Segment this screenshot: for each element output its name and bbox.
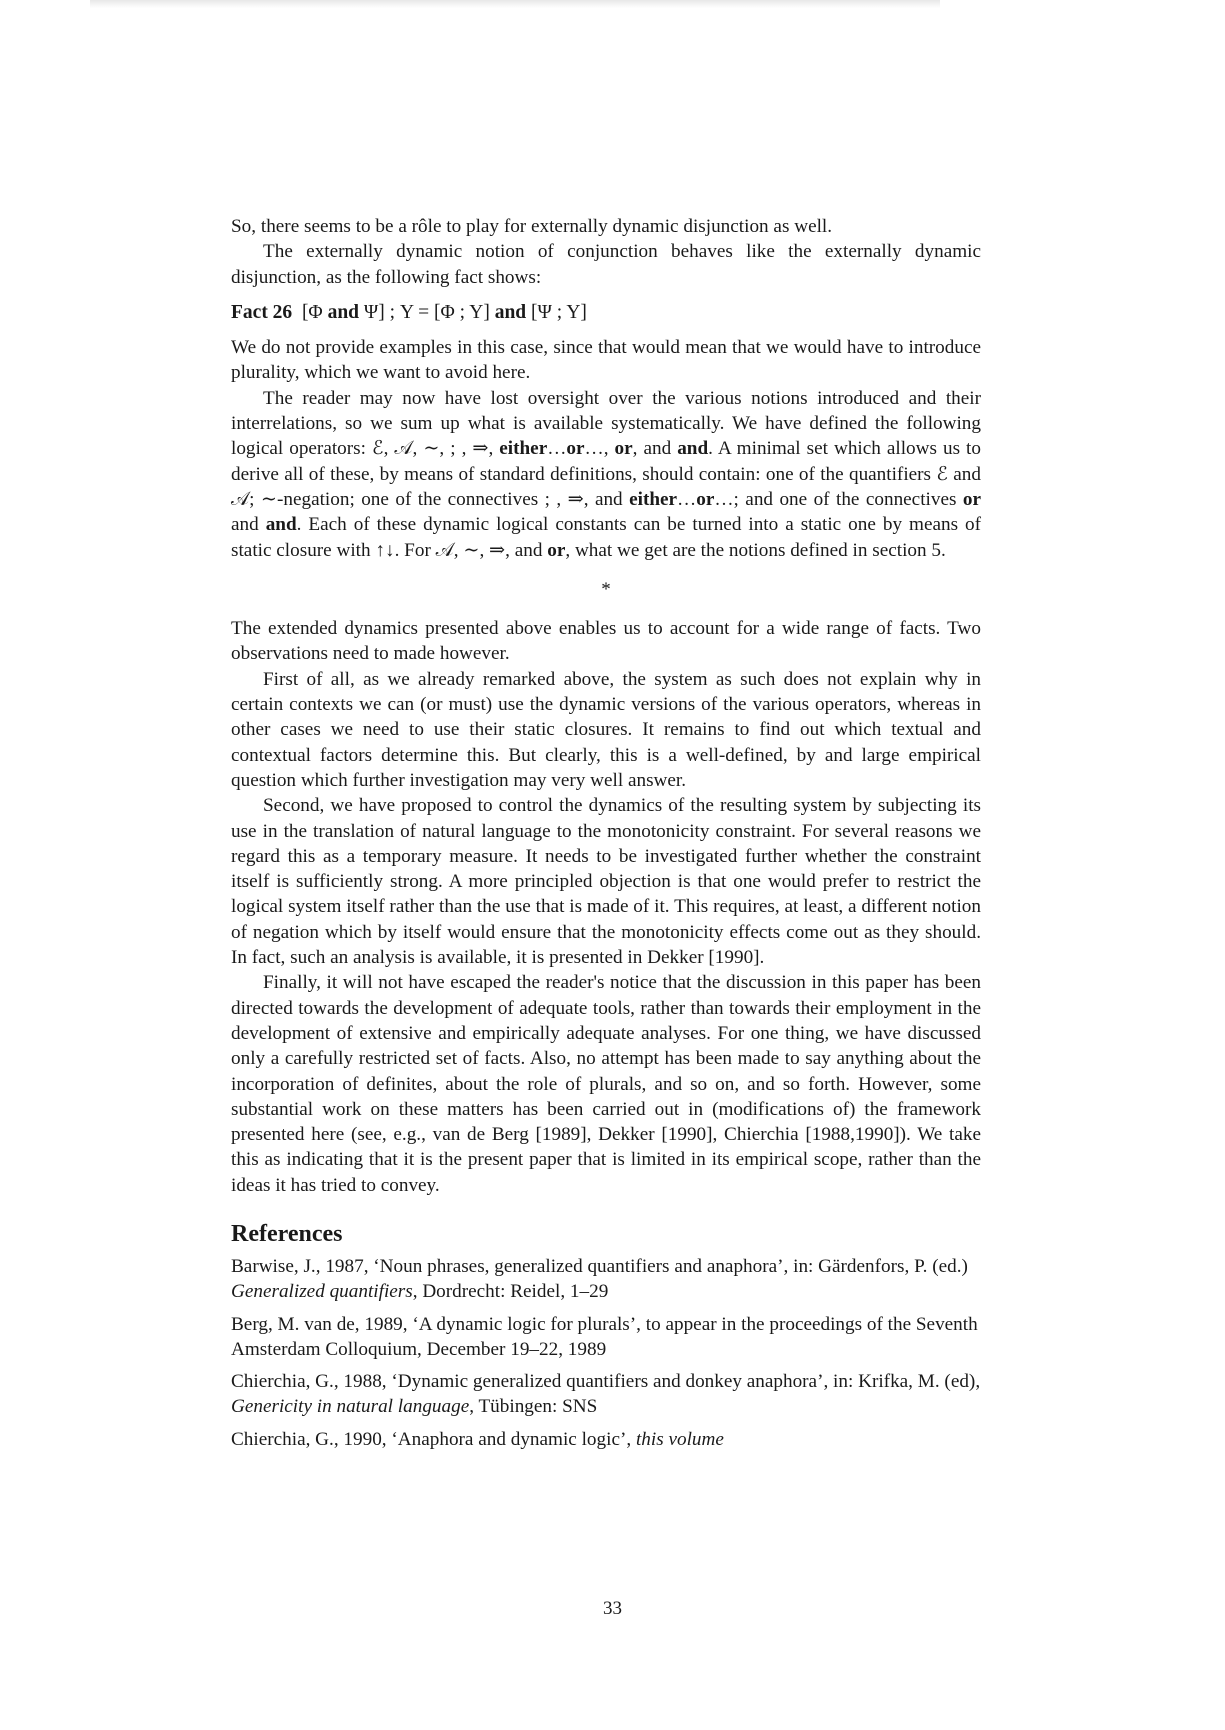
p4-bold-4: and xyxy=(677,438,709,460)
reference-title: this volume xyxy=(635,1428,724,1450)
page-body xyxy=(231,214,981,1459)
fact-formula-3: [Ψ ; Υ] xyxy=(526,301,587,323)
paragraph-7: Second, we have proposed to control the dynamics of the resulting system by subjecting its use in the translation of natural language to the monotonicity constraint. For several reasons we regard this as a temporary measure. It needs to be investigated further whether the constraint itself is sufficiently strong. A more principled objection is that one would prefer to restrict the logical system itself rather than the use that is made of it. This requires, at least, a different notion of negation which by itself would ensure that the monotonicity effects come out as they should. In fact, such an analysis is available, it is presented in Dekker [1990]. xyxy=(231,795,981,969)
paragraph-2: The externally dynamic notion of conjunction behaves like the externally dynamic disjunction, as the following fact shows: xyxy=(231,241,981,288)
p4-bold-2: or xyxy=(566,438,585,460)
reference-item xyxy=(231,1312,981,1363)
reference-text: Chierchia, G., 1988, ‘Dynamic generalized quantifiers and donkey anaphora’, in: Krifka, M. (ed), xyxy=(231,1371,981,1393)
reference-item xyxy=(231,1369,981,1420)
p4-text-2: … xyxy=(547,438,567,460)
paragraph-4 xyxy=(231,386,981,563)
paragraph-5: The extended dynamics presented above enables us to account for a wide range of facts. Two observations need to made however. xyxy=(231,618,981,665)
reference-title: Genericity in natural language xyxy=(231,1396,470,1418)
p4-text-6: … xyxy=(677,488,697,510)
reference-text: Barwise, J., 1987, ‘Noun phrases, generalized quantifiers and anaphora’, in: Gärdenfors, P. (ed.) xyxy=(231,1255,968,1277)
p4-bold-1: either xyxy=(499,438,548,460)
p4-bold-8: and xyxy=(265,514,297,536)
p4-text-9: . Each of these dynamic logical constants can be turned into a static one by means of static closure with ↑↓. For 𝒜, ∼, ⇒, and xyxy=(231,514,981,561)
fact-formula-1: [Φ xyxy=(301,301,328,323)
p4-text-8: and xyxy=(231,514,266,536)
p4-text-5: . A minimal set which allows us to derive all of these, by means of standard definitions, should contain: one of the quantifiers ℰ and 𝒜; ∼-negation; one of the connectives ; , ⇒, and xyxy=(231,438,981,510)
p4-bold-7: or xyxy=(962,488,981,510)
p4-text-10: , what we get are the notions defined in section 5. xyxy=(565,539,946,561)
p4-text-7: …; and one of the connectives xyxy=(714,488,963,510)
p4-text-4: , and xyxy=(632,438,678,460)
p4-text-1: The reader may now have lost oversight over the various notions introduced and their interrelations, so we sum up what is available systematically. We have defined the following logical operators: ℰ, 𝒜, ∼, ; , ⇒, xyxy=(231,387,981,460)
paragraph-6: First of all, as we already remarked above, the system as such does not explain why in certain contexts we can (or must) use the dynamic versions of the various operators, whereas in other cases we need to use their static closures. It remains to find out which textual and contextual factors determine this. But clearly, this is a well-defined, by and large empirical question which further investigation may very well answer. xyxy=(231,668,981,791)
fact-and-1: and xyxy=(327,301,360,323)
reference-text: , Dordrecht: Reidel, 1–29 xyxy=(412,1281,609,1303)
p4-text-3: …, xyxy=(584,438,615,460)
reference-item xyxy=(231,1427,981,1452)
fact-and-2: and xyxy=(494,301,527,323)
reference-text: Chierchia, G., 1990, ‘Anaphora and dynamic logic’, xyxy=(231,1428,636,1450)
scan-edge-shadow xyxy=(90,0,940,8)
references-list xyxy=(231,1254,981,1452)
p4-bold-3: or xyxy=(614,438,633,460)
paragraph-3: We do not provide examples in this case, since that would mean that we would have to introduce plurality, which we want to avoid here. xyxy=(231,337,981,384)
fact-26 xyxy=(231,300,981,325)
section-separator: * xyxy=(601,578,611,600)
reference-text: , Tübingen: SNS xyxy=(469,1396,598,1418)
reference-item xyxy=(231,1254,981,1305)
page-number: 33 xyxy=(603,1598,622,1619)
p4-bold-6: or xyxy=(696,488,715,510)
paragraph-1: So, there seems to be a rôle to play for externally dynamic disjunction as well. xyxy=(231,216,833,237)
paragraph-8: Finally, it will not have escaped the reader's notice that the discussion in this paper has been directed towards the development of adequate tools, rather than towards their employment in the development of extensive and empirically adequate analyses. For one thing, we have discussed only a carefully restricted set of facts. Also, no attempt has been made to say anything about the incorporation of definites, about the role of plurals, and so on, and so forth. However, some substantial work on these matters has been carried out in (modifications of) the framework presented here (see, e.g., van de Berg [1989], Dekker [1990], Chierchia [1988,1990]). We take this as indicating that it is the present paper that is limited in its empirical scope, rather than the ideas it has tried to convey. xyxy=(231,972,981,1196)
references-heading: References xyxy=(231,1220,343,1247)
reference-title: Generalized quantifiers xyxy=(231,1281,413,1303)
reference-text: Berg, M. van de, 1989, ‘A dynamic logic for plurals’, to appear in the proceedings of the Seventh Amsterdam Colloquium, December 19–22, 1989 xyxy=(231,1313,978,1360)
fact-label: Fact 26 xyxy=(231,301,293,323)
p4-bold-5: either xyxy=(629,488,678,510)
p4-bold-9: or xyxy=(547,539,566,561)
fact-formula-2: Ψ] ; Υ = [Φ ; Υ] xyxy=(359,301,495,323)
